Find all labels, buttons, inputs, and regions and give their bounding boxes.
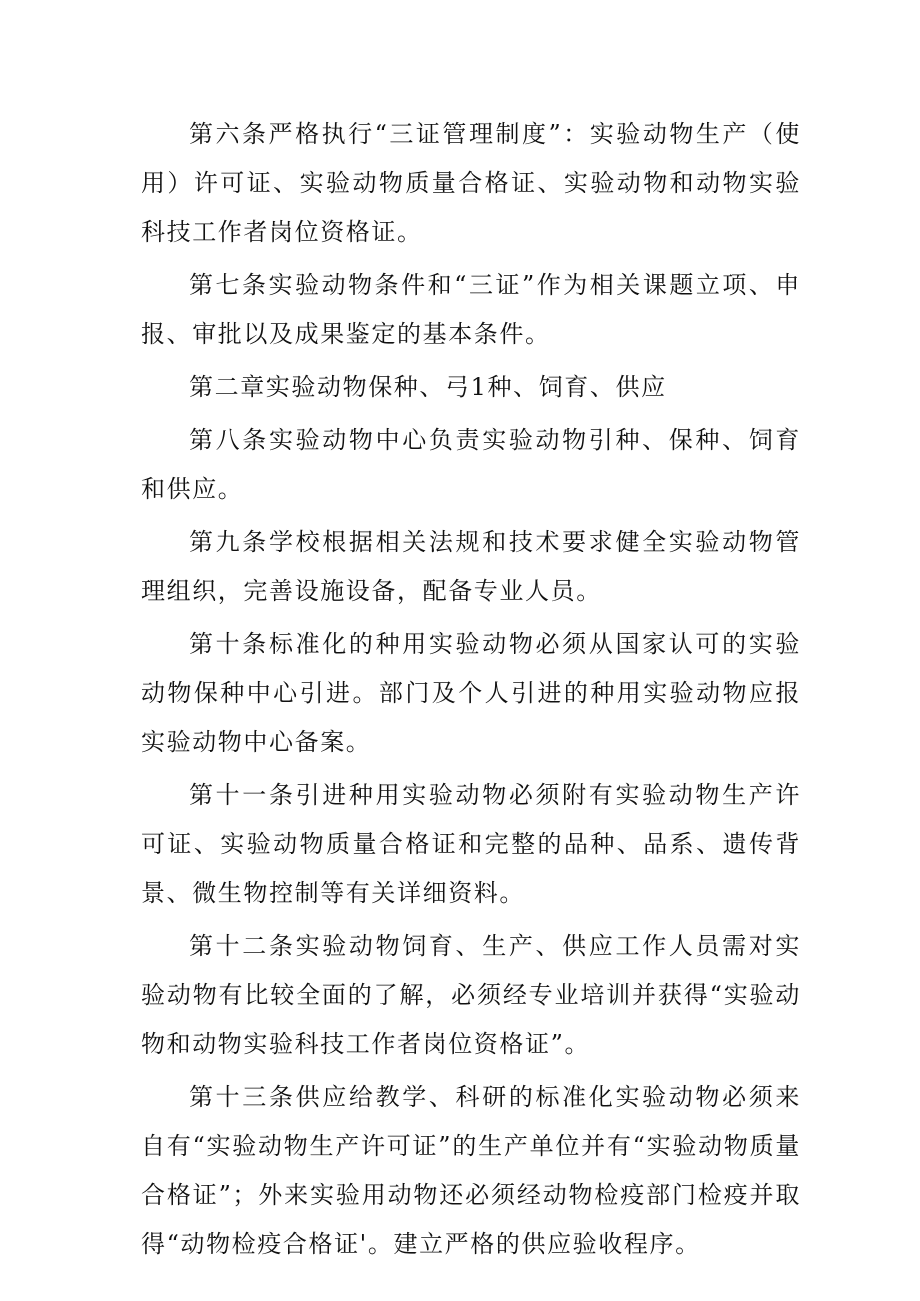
paragraph-article-11: 第十一条引进种用实验动物必须附有实验动物生产许可证、实验动物质量合格证和完整的品种、品系、遗传背景、微生物控制等有关详细资料。 bbox=[141, 781, 801, 907]
paragraph-article-6: 第六条严格执行“三证管理制度”：实验动物生产（使用）许可证、实验动物质量合格证、实验动物和动物实验科技工作者岗位资格证。 bbox=[141, 120, 801, 246]
paragraph-article-13: 第十三条供应给教学、科研的标准化实验动物必须来自有“实验动物生产许可证”的生产单位并有“实验动物质量合格证”；外来实验用动物还必须经动物检疫部门检疫并取得“动物检疫合格证'。建立严格的供应验收程序。 bbox=[141, 1083, 801, 1258]
paragraph-article-9: 第九条学校根据相关法规和技术要求健全实验动物管理组织，完善设施设备，配备专业人员。 bbox=[141, 528, 801, 605]
chapter-heading: 第二章实验动物保种、弓1种、饲育、供应 bbox=[189, 373, 667, 401]
paragraph-article-12: 第十二条实验动物饲育、生产、供应工作人员需对实验动物有比较全面的了解，必须经专业培训并获得“实验动物和动物实验科技工作者岗位资格证”。 bbox=[141, 932, 801, 1058]
paragraph-article-8: 第八条实验动物中心负责实验动物引种、保种、饲育和供应。 bbox=[141, 426, 801, 503]
paragraph-article-10: 第十条标准化的种用实验动物必须从国家认可的实验动物保种中心引进。部门及个人引进的种用实验动物应报实验动物中心备案。 bbox=[141, 630, 801, 756]
document-body bbox=[141, 110, 801, 1269]
paragraph-article-7: 第七条实验动物条件和“三证”作为相关课题立项、申报、审批以及成果鉴定的基本条件。 bbox=[141, 271, 801, 348]
